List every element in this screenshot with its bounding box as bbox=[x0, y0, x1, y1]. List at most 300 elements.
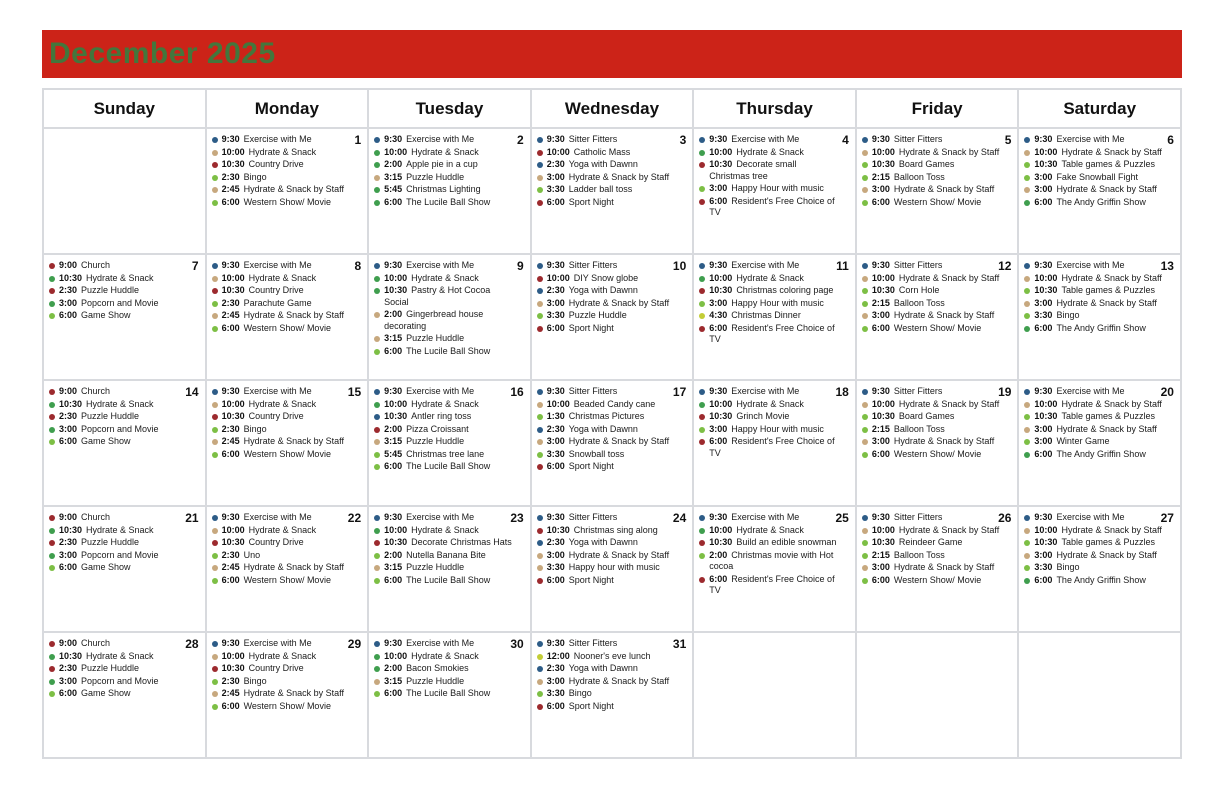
event-title: Balloon Toss bbox=[893, 423, 945, 434]
event-title: Church bbox=[81, 512, 111, 522]
event-time: 2:30 bbox=[546, 423, 565, 434]
event-item bbox=[374, 537, 526, 549]
event-time: 2:00 bbox=[709, 549, 728, 560]
event-time: 9:30 bbox=[221, 512, 240, 522]
event-text bbox=[384, 399, 479, 411]
event-category-dot-icon bbox=[862, 326, 868, 332]
event-text bbox=[59, 399, 154, 411]
day-number: 5 bbox=[1004, 133, 1012, 147]
event-item bbox=[537, 411, 689, 423]
event-text bbox=[1034, 512, 1124, 524]
event-time: 9:30 bbox=[871, 512, 890, 522]
event-item bbox=[374, 184, 526, 196]
event-category-dot-icon bbox=[862, 427, 868, 433]
event-text bbox=[872, 285, 940, 297]
event-time: 10:00 bbox=[871, 272, 895, 283]
event-title: Puzzle Huddle bbox=[81, 663, 140, 673]
event-time: 10:00 bbox=[384, 650, 408, 661]
calendar-cell-day-19 bbox=[857, 381, 1018, 505]
event-title: Hydrate & Snack by Staff bbox=[898, 146, 1000, 157]
event-time: 10:00 bbox=[384, 398, 408, 409]
event-item bbox=[212, 159, 364, 171]
calendar-cell-day-30 bbox=[369, 633, 530, 757]
event-text bbox=[222, 399, 317, 411]
event-title: Hydrate & Snack bbox=[86, 272, 154, 283]
event-text bbox=[222, 676, 267, 688]
event-text bbox=[222, 184, 344, 196]
event-title: Puzzle Huddle bbox=[406, 333, 465, 343]
event-category-dot-icon bbox=[862, 313, 868, 319]
event-item bbox=[374, 333, 526, 345]
event-time: 5:45 bbox=[384, 448, 403, 459]
event-text bbox=[222, 638, 312, 650]
event-item bbox=[49, 550, 201, 562]
event-text bbox=[384, 197, 490, 209]
event-category-dot-icon bbox=[49, 553, 55, 559]
event-category-dot-icon bbox=[537, 666, 543, 672]
event-text bbox=[384, 134, 474, 146]
event-text bbox=[1034, 310, 1079, 322]
event-time: 10:00 bbox=[709, 398, 733, 409]
calendar-cell-day-20 bbox=[1019, 381, 1180, 505]
event-title: Puzzle Huddle bbox=[406, 675, 465, 686]
event-text bbox=[547, 411, 645, 423]
event-time: 10:30 bbox=[59, 272, 83, 283]
event-category-dot-icon bbox=[1024, 439, 1030, 445]
event-text bbox=[384, 159, 478, 171]
event-title: Exercise with Me bbox=[406, 260, 475, 270]
event-time: 10:30 bbox=[871, 159, 895, 169]
day-number: 25 bbox=[835, 511, 849, 525]
event-time: 10:30 bbox=[384, 537, 408, 547]
event-title: Puzzle Huddle bbox=[81, 537, 140, 547]
event-time: 10:30 bbox=[221, 537, 245, 547]
event-item bbox=[374, 346, 526, 358]
event-category-dot-icon bbox=[537, 402, 543, 408]
event-text bbox=[59, 260, 110, 272]
event-category-dot-icon bbox=[49, 389, 55, 395]
event-item bbox=[699, 386, 851, 398]
event-item bbox=[1024, 298, 1176, 310]
event-title: Church bbox=[81, 386, 111, 396]
event-item bbox=[862, 197, 1014, 209]
weekday-header-monday: Monday bbox=[207, 90, 368, 127]
event-text bbox=[384, 346, 490, 358]
day-number: 27 bbox=[1160, 511, 1174, 525]
event-text bbox=[547, 550, 669, 562]
calendar-cell-day-16 bbox=[369, 381, 530, 505]
event-item bbox=[699, 147, 851, 159]
event-title: Puzzle Huddle bbox=[406, 436, 465, 446]
event-category-dot-icon bbox=[862, 565, 868, 571]
event-text bbox=[1034, 323, 1145, 335]
event-category-dot-icon bbox=[212, 641, 218, 647]
event-time: 3:15 bbox=[384, 333, 403, 343]
event-text bbox=[1034, 260, 1124, 272]
calendar-cell-day-24 bbox=[532, 507, 693, 631]
event-title: The Lucile Ball Show bbox=[406, 345, 491, 356]
event-title: Western Show/ Movie bbox=[893, 322, 982, 333]
event-category-dot-icon bbox=[374, 288, 380, 294]
event-category-dot-icon bbox=[1024, 540, 1030, 546]
event-title: Balloon Toss bbox=[893, 171, 945, 182]
event-text bbox=[547, 197, 614, 209]
event-item bbox=[537, 310, 689, 322]
event-text bbox=[222, 411, 304, 423]
event-item bbox=[862, 575, 1014, 587]
event-category-dot-icon bbox=[537, 439, 543, 445]
event-title: Exercise with Me bbox=[406, 638, 475, 648]
event-text bbox=[384, 285, 512, 308]
event-time: 10:00 bbox=[546, 272, 570, 283]
event-time: 3:15 bbox=[384, 562, 403, 572]
event-category-dot-icon bbox=[1024, 427, 1030, 433]
event-title: Sitter Fitters bbox=[568, 512, 618, 522]
event-text bbox=[709, 273, 804, 285]
event-item bbox=[374, 550, 526, 562]
event-text bbox=[222, 310, 344, 322]
event-category-dot-icon bbox=[537, 326, 543, 332]
event-text bbox=[709, 183, 824, 195]
event-time: 2:15 bbox=[871, 171, 890, 182]
event-item bbox=[862, 562, 1014, 574]
event-item bbox=[1024, 172, 1176, 184]
event-title: Hydrate & Snack by Staff bbox=[568, 675, 670, 686]
event-text bbox=[547, 424, 638, 436]
event-item bbox=[699, 273, 851, 285]
event-title: Hydrate & Snack bbox=[736, 398, 804, 409]
event-category-dot-icon bbox=[1024, 565, 1030, 571]
event-text bbox=[1034, 298, 1156, 310]
event-item bbox=[699, 183, 851, 195]
event-text bbox=[1034, 449, 1145, 461]
event-text bbox=[384, 424, 469, 436]
event-text bbox=[709, 285, 833, 297]
event-category-dot-icon bbox=[1024, 326, 1030, 332]
event-text bbox=[59, 436, 131, 448]
event-time: 3:30 bbox=[546, 184, 565, 194]
event-category-dot-icon bbox=[374, 464, 380, 470]
event-item bbox=[537, 134, 689, 146]
event-time: 2:45 bbox=[221, 688, 240, 698]
event-item bbox=[374, 651, 526, 663]
day-number: 8 bbox=[354, 259, 362, 273]
event-category-dot-icon bbox=[862, 515, 868, 521]
event-title: Grinch Movie bbox=[736, 411, 790, 421]
event-item bbox=[49, 638, 201, 650]
event-item bbox=[212, 386, 364, 398]
event-item bbox=[1024, 449, 1176, 461]
event-title: Exercise with Me bbox=[731, 134, 800, 144]
event-item bbox=[212, 260, 364, 272]
event-title: Table games & Puzzles bbox=[1061, 159, 1155, 169]
event-title: Christmas tree lane bbox=[406, 448, 485, 459]
event-category-dot-icon bbox=[374, 452, 380, 458]
event-title: Hydrate & Snack by Staff bbox=[243, 436, 344, 446]
day-number: 17 bbox=[672, 385, 687, 399]
event-category-dot-icon bbox=[1024, 162, 1030, 168]
event-item bbox=[862, 512, 1014, 524]
event-time: 2:30 bbox=[59, 411, 78, 421]
event-title: Exercise with Me bbox=[731, 260, 800, 270]
event-time: 3:00 bbox=[1034, 297, 1053, 308]
event-text bbox=[384, 663, 469, 675]
event-category-dot-icon bbox=[1024, 187, 1030, 193]
event-text bbox=[709, 323, 837, 346]
event-item bbox=[212, 701, 364, 713]
event-item bbox=[1024, 424, 1176, 436]
event-title: Sitter Fitters bbox=[893, 386, 943, 396]
event-time: 10:00 bbox=[384, 524, 408, 535]
event-text bbox=[872, 134, 943, 146]
event-time: 3:30 bbox=[1034, 562, 1053, 572]
event-category-dot-icon bbox=[537, 515, 543, 521]
event-category-dot-icon bbox=[862, 200, 868, 206]
event-time: 2:30 bbox=[221, 297, 240, 308]
event-text bbox=[384, 676, 464, 688]
event-text bbox=[547, 575, 614, 587]
event-category-dot-icon bbox=[49, 679, 55, 685]
event-time: 10:30 bbox=[871, 537, 895, 547]
event-title: Church bbox=[81, 260, 111, 270]
event-text bbox=[222, 298, 312, 310]
event-category-dot-icon bbox=[49, 691, 55, 697]
event-category-dot-icon bbox=[699, 162, 705, 168]
event-item bbox=[537, 663, 689, 675]
event-text bbox=[222, 575, 331, 587]
event-text bbox=[59, 537, 139, 549]
event-title: Hydrate & Snack bbox=[411, 272, 479, 283]
event-category-dot-icon bbox=[537, 565, 543, 571]
event-title: Puzzle Huddle bbox=[568, 310, 627, 320]
event-time: 6:00 bbox=[221, 196, 240, 207]
event-item bbox=[374, 449, 526, 461]
event-title: Hydrate & Snack bbox=[411, 650, 479, 661]
event-title: Hydrate & Snack bbox=[411, 146, 479, 157]
event-category-dot-icon bbox=[1024, 528, 1030, 534]
event-category-dot-icon bbox=[49, 263, 55, 269]
event-item bbox=[49, 512, 201, 524]
event-title: Hydrate & Snack bbox=[248, 650, 317, 661]
event-category-dot-icon bbox=[374, 312, 380, 318]
event-time: 6:00 bbox=[546, 700, 565, 711]
event-category-dot-icon bbox=[537, 691, 543, 697]
event-item bbox=[537, 436, 689, 448]
event-item bbox=[212, 638, 364, 650]
event-text bbox=[59, 550, 159, 562]
event-item bbox=[537, 184, 689, 196]
event-title: Country Drive bbox=[248, 159, 304, 169]
event-category-dot-icon bbox=[49, 301, 55, 307]
event-category-dot-icon bbox=[862, 540, 868, 546]
event-title: Pizza Croissant bbox=[406, 423, 469, 434]
event-time: 9:30 bbox=[546, 638, 565, 648]
event-item bbox=[212, 134, 364, 146]
event-text bbox=[709, 147, 804, 159]
event-title: Western Show/ Movie bbox=[893, 196, 982, 207]
event-category-dot-icon bbox=[49, 276, 55, 282]
event-text bbox=[59, 273, 154, 285]
event-text bbox=[709, 298, 824, 310]
event-item bbox=[537, 147, 689, 159]
event-title: Sitter Fitters bbox=[893, 134, 943, 144]
event-text bbox=[384, 386, 474, 398]
event-time: 10:00 bbox=[221, 524, 245, 535]
event-category-dot-icon bbox=[1024, 137, 1030, 143]
event-item bbox=[699, 424, 851, 436]
event-time: 3:00 bbox=[1034, 184, 1053, 194]
event-time: 2:45 bbox=[221, 436, 240, 446]
event-item bbox=[699, 196, 851, 219]
event-item bbox=[537, 537, 689, 549]
event-item bbox=[49, 424, 201, 436]
event-title: Catholic Mass bbox=[573, 146, 631, 157]
event-category-dot-icon bbox=[374, 175, 380, 181]
event-title: Hydrate & Snack by Staff bbox=[1056, 549, 1157, 560]
event-text bbox=[709, 159, 837, 182]
event-text bbox=[222, 260, 312, 272]
event-category-dot-icon bbox=[212, 162, 218, 168]
event-time: 2:30 bbox=[546, 537, 565, 547]
event-text bbox=[547, 298, 669, 310]
event-time: 6:00 bbox=[384, 574, 403, 585]
event-category-dot-icon bbox=[862, 402, 868, 408]
event-item bbox=[699, 260, 851, 272]
event-time: 3:30 bbox=[1034, 310, 1053, 320]
event-time: 3:00 bbox=[59, 549, 78, 560]
event-category-dot-icon bbox=[862, 389, 868, 395]
event-title: Hydrate & Snack by Staff bbox=[898, 398, 1000, 409]
event-category-dot-icon bbox=[49, 654, 55, 660]
event-title: Hydrate & Snack bbox=[248, 272, 317, 283]
event-time: 2:45 bbox=[221, 310, 240, 320]
event-item bbox=[374, 461, 526, 473]
event-item bbox=[537, 562, 689, 574]
event-title: Popcorn and Movie bbox=[81, 297, 159, 308]
event-item bbox=[862, 298, 1014, 310]
event-text bbox=[872, 411, 955, 423]
event-time: 9:30 bbox=[709, 134, 728, 144]
event-item bbox=[1024, 184, 1176, 196]
weekday-header-wednesday: Wednesday bbox=[532, 90, 693, 127]
event-time: 9:30 bbox=[871, 260, 890, 270]
event-category-dot-icon bbox=[212, 389, 218, 395]
event-item bbox=[537, 550, 689, 562]
event-title: Board Games bbox=[898, 159, 955, 169]
event-text bbox=[384, 562, 464, 574]
calendar-cell-empty bbox=[694, 633, 855, 757]
calendar-cell-day-26 bbox=[857, 507, 1018, 631]
event-category-dot-icon bbox=[374, 439, 380, 445]
event-time: 10:30 bbox=[59, 398, 83, 409]
event-title: Christmas Dinner bbox=[731, 310, 801, 320]
event-category-dot-icon bbox=[699, 199, 705, 205]
event-title: Resident's Free Choice of TV bbox=[709, 195, 835, 217]
event-item bbox=[862, 310, 1014, 322]
event-item bbox=[374, 575, 526, 587]
event-item bbox=[537, 298, 689, 310]
event-item bbox=[699, 436, 851, 459]
event-category-dot-icon bbox=[374, 389, 380, 395]
event-category-dot-icon bbox=[374, 137, 380, 143]
event-time: 9:30 bbox=[709, 512, 728, 522]
calendar-cell-day-1 bbox=[207, 129, 368, 253]
event-item bbox=[862, 449, 1014, 461]
day-number: 16 bbox=[510, 385, 524, 399]
event-text bbox=[872, 512, 943, 524]
event-category-dot-icon bbox=[212, 666, 218, 672]
event-category-dot-icon bbox=[49, 288, 55, 294]
event-category-dot-icon bbox=[374, 263, 380, 269]
event-time: 6:00 bbox=[709, 195, 728, 206]
event-text bbox=[1034, 575, 1145, 587]
event-title: Exercise with Me bbox=[406, 134, 475, 144]
calendar-cell-day-15 bbox=[207, 381, 368, 505]
event-text bbox=[59, 512, 110, 524]
event-item bbox=[374, 309, 526, 332]
event-item bbox=[212, 562, 364, 574]
event-category-dot-icon bbox=[699, 263, 705, 269]
event-text bbox=[384, 273, 479, 285]
event-category-dot-icon bbox=[49, 515, 55, 521]
event-text bbox=[1034, 411, 1155, 423]
event-title: Christmas Pictures bbox=[568, 411, 645, 421]
event-text bbox=[59, 424, 159, 436]
event-text bbox=[384, 688, 490, 700]
day-number: 13 bbox=[1160, 259, 1174, 273]
event-title: The Andy Griffin Show bbox=[1056, 196, 1146, 207]
event-text bbox=[222, 197, 331, 209]
event-title: Game Show bbox=[81, 310, 131, 320]
event-category-dot-icon bbox=[374, 200, 380, 206]
event-time: 10:30 bbox=[59, 524, 83, 535]
event-text bbox=[222, 537, 304, 549]
event-time: 10:00 bbox=[221, 272, 245, 283]
event-title: Table games & Puzzles bbox=[1061, 285, 1155, 295]
event-time: 10:30 bbox=[1034, 159, 1058, 169]
event-category-dot-icon bbox=[1024, 578, 1030, 584]
event-title: Hydrate & Snack bbox=[411, 524, 479, 535]
event-time: 3:00 bbox=[709, 183, 728, 193]
event-title: Yoga with Dawnn bbox=[568, 663, 638, 673]
event-item bbox=[212, 399, 364, 411]
event-time: 6:00 bbox=[871, 448, 890, 459]
event-time: 2:15 bbox=[871, 549, 890, 560]
event-time: 9:00 bbox=[59, 512, 78, 522]
event-title: Western Show/ Movie bbox=[243, 574, 331, 585]
day-number: 2 bbox=[517, 133, 524, 147]
event-item bbox=[49, 310, 201, 322]
weekday-header-thursday: Thursday bbox=[694, 90, 855, 127]
event-time: 9:00 bbox=[59, 386, 78, 396]
event-title: Resident's Free Choice of TV bbox=[709, 436, 835, 458]
event-item bbox=[537, 260, 689, 272]
event-category-dot-icon bbox=[537, 175, 543, 181]
event-item bbox=[1024, 512, 1176, 524]
event-item bbox=[537, 638, 689, 650]
event-title: Yoga with Dawnn bbox=[568, 285, 638, 295]
event-title: Hydrate & Snack by Staff bbox=[1056, 184, 1157, 194]
event-category-dot-icon bbox=[537, 540, 543, 546]
event-category-dot-icon bbox=[862, 162, 868, 168]
event-item bbox=[1024, 386, 1176, 398]
event-title: Build an edible snowman bbox=[736, 537, 837, 547]
event-item bbox=[212, 436, 364, 448]
event-text bbox=[222, 449, 331, 461]
event-item bbox=[49, 285, 201, 297]
event-time: 10:00 bbox=[546, 398, 570, 409]
event-title: Hydrate & Snack bbox=[86, 524, 154, 535]
